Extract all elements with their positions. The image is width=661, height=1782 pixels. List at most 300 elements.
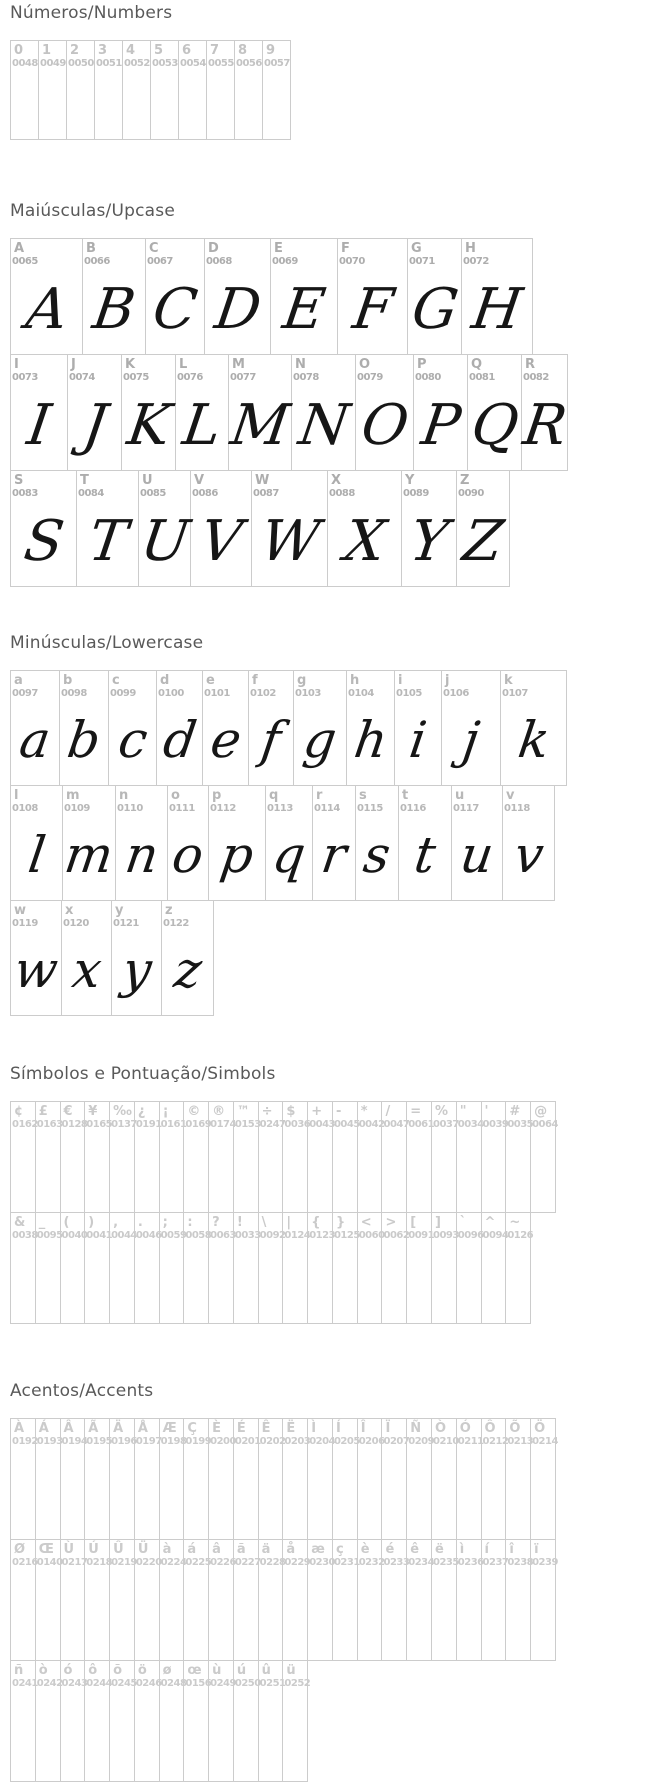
- cell-char-label: ,: [113, 1215, 119, 1230]
- cell-unicode-label: 0195: [86, 1436, 113, 1447]
- cell-char-label: |: [286, 1215, 292, 1230]
- glyph-cell-0165: [84, 1101, 113, 1213]
- cell-char-label: Û: [113, 1542, 124, 1557]
- cell-char-label: 4: [126, 43, 136, 58]
- cell-unicode-label: 0153: [234, 1119, 261, 1130]
- cell-char-label: L: [179, 357, 188, 372]
- cell-unicode-label: 0225: [185, 1557, 212, 1568]
- cell-char-label: Ò: [435, 1421, 447, 1436]
- cell-char-label: 3: [98, 43, 108, 58]
- cell-char-label: æ: [311, 1542, 325, 1557]
- cell-char-label: Ã: [88, 1421, 99, 1436]
- cell-unicode-label: 0198: [160, 1436, 187, 1447]
- section-accents: [10, 1380, 661, 1782]
- glyph-cell-0097: [10, 670, 60, 786]
- glyph-cell-0065: [10, 238, 83, 355]
- script-glyph: y: [118, 941, 155, 999]
- cell-unicode-label: 0071: [409, 256, 435, 267]
- cell-unicode-label: 0194: [61, 1436, 88, 1447]
- cell-char-label: -: [335, 1104, 342, 1119]
- glyph-cell-0162: [10, 1101, 36, 1213]
- glyph-cell-0098: [59, 670, 109, 786]
- cell-unicode-label: 0098: [61, 688, 87, 699]
- cell-char-label: m: [66, 788, 80, 803]
- cell-unicode-label: 0196: [111, 1436, 137, 1447]
- glyph-cell-0236: [456, 1539, 482, 1661]
- cell-unicode-label: 0120: [63, 918, 89, 929]
- cell-unicode-label: 0092: [259, 1230, 286, 1241]
- glyph-cell-0070: [337, 238, 408, 355]
- glyph-cell-0229: [282, 1539, 311, 1661]
- cell-char-label: é: [385, 1542, 395, 1557]
- cell-char-label: P: [417, 357, 427, 372]
- cell-char-label: e: [206, 673, 215, 688]
- glyph-cell-0161: [159, 1101, 185, 1213]
- glyph-cell-0064: [530, 1101, 556, 1213]
- cell-unicode-label: 0236: [457, 1557, 484, 1568]
- cell-unicode-label: 0039: [482, 1119, 509, 1130]
- glyph-cell-0101: [202, 670, 249, 786]
- cell-char-label: &: [14, 1215, 26, 1230]
- glyph-cell-0225: [183, 1539, 212, 1661]
- cell-unicode-label: 0109: [64, 803, 90, 814]
- glyph-cell-0061: [406, 1101, 435, 1213]
- glyph-cell-0086: [190, 470, 252, 587]
- cell-char-label: =: [410, 1104, 422, 1119]
- glyph-cell-0115: [355, 785, 399, 901]
- cell-unicode-label: 0085: [140, 488, 166, 499]
- cell-unicode-label: 0122: [163, 918, 189, 929]
- glyph-cell-0238: [505, 1539, 534, 1661]
- cell-char-label: f: [252, 673, 258, 688]
- glyph-cell-0207: [381, 1418, 410, 1540]
- cell-char-label: ï: [534, 1542, 539, 1557]
- script-glyph: t: [410, 826, 440, 884]
- cell-unicode-label: 0250: [234, 1678, 261, 1689]
- cell-char-label: {: [311, 1215, 321, 1230]
- cell-char-label: @: [534, 1104, 548, 1119]
- script-glyph: Q: [467, 393, 523, 458]
- cell-char-label: â: [212, 1542, 221, 1557]
- cell-unicode-label: 0103: [295, 688, 321, 699]
- glyph-cell-0119: [10, 900, 62, 1016]
- cell-char-label: .: [137, 1215, 143, 1230]
- glyph-cell-0052: [122, 40, 151, 140]
- glyph-cell-0201: [233, 1418, 259, 1540]
- cell-unicode-label: 0069: [272, 256, 298, 267]
- cell-char-label: Ä: [113, 1421, 124, 1436]
- cell-char-label: ñ: [14, 1663, 24, 1678]
- cell-char-label: £: [38, 1104, 48, 1119]
- cell-unicode-label: 0077: [230, 372, 256, 383]
- glyph-row: [10, 670, 661, 786]
- glyph-cell-0102: [248, 670, 294, 786]
- script-glyph: V: [196, 509, 246, 574]
- script-glyph: L: [178, 393, 226, 458]
- cell-unicode-label: 0191: [135, 1119, 162, 1130]
- glyph-cell-0066: [82, 238, 146, 355]
- script-glyph: b: [63, 711, 105, 769]
- cell-unicode-label: 0091: [408, 1230, 435, 1241]
- glyph-cell-0120: [61, 900, 112, 1016]
- cell-char-label: ó: [63, 1663, 73, 1678]
- cell-char-label: ;: [162, 1215, 168, 1230]
- script-glyph: q: [268, 826, 310, 884]
- cell-char-label: a: [14, 673, 23, 688]
- cell-unicode-label: 0076: [177, 372, 203, 383]
- cell-unicode-label: 0108: [12, 803, 38, 814]
- cell-char-label: î: [509, 1542, 514, 1557]
- cell-unicode-label: 0057: [264, 58, 290, 69]
- glyph-cell-0227: [233, 1539, 259, 1661]
- glyph-cell-0036: [282, 1101, 311, 1213]
- script-glyph: j: [459, 711, 483, 769]
- cell-char-label: Ô: [484, 1421, 496, 1436]
- glyph-cell-0193: [35, 1418, 61, 1540]
- glyph-cell-0251: [258, 1660, 284, 1782]
- section-uppercase: [10, 200, 661, 587]
- script-glyph: g: [299, 711, 341, 769]
- glyph-cell-0228: [258, 1539, 284, 1661]
- cell-unicode-label: 0080: [415, 372, 441, 383]
- cell-unicode-label: 0110: [117, 803, 143, 814]
- cell-unicode-label: 0214: [532, 1436, 558, 1447]
- cell-char-label: d: [160, 673, 170, 688]
- glyph-cell-0057: [262, 40, 291, 140]
- glyph-cell-0197: [134, 1418, 160, 1540]
- cell-char-label: Å: [137, 1421, 148, 1436]
- cell-char-label: 5: [154, 43, 164, 58]
- cell-char-label: ¥: [88, 1104, 98, 1119]
- cell-char-label: 7: [210, 43, 220, 58]
- cell-unicode-label: 0162: [12, 1119, 38, 1130]
- cell-char-label: `: [459, 1215, 467, 1230]
- cell-char-label: ©: [187, 1104, 201, 1119]
- cell-unicode-label: 0202: [259, 1436, 286, 1447]
- cell-unicode-label: 0038: [12, 1230, 38, 1241]
- cell-char-label: u: [455, 788, 465, 803]
- glyph-cell-0252: [282, 1660, 311, 1782]
- cell-unicode-label: 0073: [12, 372, 38, 383]
- cell-char-label: G: [411, 241, 422, 256]
- cell-char-label: Á: [38, 1421, 49, 1436]
- section-symbols: [10, 1063, 661, 1324]
- glyph-cell-0230: [307, 1539, 336, 1661]
- section-title-lowercase: Minúsculas/Lowercase: [10, 633, 204, 653]
- cell-char-label: B: [86, 241, 96, 256]
- script-glyph: f: [257, 711, 285, 769]
- cell-unicode-label: 0093: [433, 1230, 459, 1241]
- cell-unicode-label: 0248: [160, 1678, 187, 1689]
- glyph-cell-0217: [60, 1539, 86, 1661]
- cell-char-label: Q: [471, 357, 483, 372]
- cell-unicode-label: 0083: [12, 488, 38, 499]
- cell-unicode-label: 0037: [433, 1119, 459, 1130]
- cell-unicode-label: 0040: [61, 1230, 88, 1241]
- glyph-cell-0114: [312, 785, 356, 901]
- cell-unicode-label: 0044: [111, 1230, 137, 1241]
- cell-unicode-label: 0065: [12, 256, 38, 267]
- cell-unicode-label: 0123: [309, 1230, 336, 1241]
- glyph-row: [10, 1212, 661, 1324]
- script-glyph: s: [360, 826, 394, 884]
- cell-unicode-label: 0119: [12, 918, 38, 929]
- cell-unicode-label: 0241: [12, 1678, 38, 1689]
- script-glyph: X: [340, 509, 390, 574]
- glyph-cell-0077: [228, 354, 292, 471]
- glyph-cell-0105: [394, 670, 442, 786]
- cell-char-label: ): [88, 1215, 95, 1230]
- cell-unicode-label: 0104: [348, 688, 374, 699]
- cell-unicode-label: 0203: [284, 1436, 311, 1447]
- glyph-cell-0248: [159, 1660, 185, 1782]
- glyph-row: [10, 1539, 661, 1661]
- cell-unicode-label: 0043: [309, 1119, 336, 1130]
- cell-unicode-label: 0089: [403, 488, 429, 499]
- cell-unicode-label: 0047: [383, 1119, 410, 1130]
- cell-char-label: s: [359, 788, 367, 803]
- glyph-cell-0054: [178, 40, 207, 140]
- cell-char-label: *: [360, 1104, 368, 1119]
- glyph-cell-0069: [270, 238, 338, 355]
- cell-unicode-label: 0193: [36, 1436, 63, 1447]
- cell-unicode-label: 0113: [267, 803, 293, 814]
- cell-char-label: ": [459, 1104, 467, 1119]
- script-glyph: C: [149, 277, 202, 342]
- cell-char-label: Ö: [534, 1421, 546, 1436]
- cell-unicode-label: 0053: [152, 58, 178, 69]
- cell-unicode-label: 0128: [61, 1119, 88, 1130]
- glyph-cell-0198: [159, 1418, 185, 1540]
- glyph-cell-0195: [84, 1418, 113, 1540]
- glyph-cell-0231: [332, 1539, 358, 1661]
- cell-unicode-label: 0052: [124, 58, 150, 69]
- cell-unicode-label: 0199: [185, 1436, 212, 1447]
- cell-unicode-label: 0192: [12, 1436, 38, 1447]
- glyph-cell-0053: [150, 40, 179, 140]
- cell-unicode-label: 0161: [160, 1119, 187, 1130]
- cell-char-label: Æ: [162, 1421, 177, 1436]
- cell-unicode-label: 0249: [210, 1678, 236, 1689]
- glyph-cell-0239: [530, 1539, 556, 1661]
- cell-unicode-label: 0074: [69, 372, 95, 383]
- cell-char-label: X: [331, 473, 342, 488]
- glyph-cell-0214: [530, 1418, 556, 1540]
- cell-char-label: ò: [38, 1663, 48, 1678]
- cell-char-label: è: [360, 1542, 370, 1557]
- glyph-cell-0109: [62, 785, 116, 901]
- cell-unicode-label: 0218: [86, 1557, 113, 1568]
- cell-char-label: Ê: [261, 1421, 271, 1436]
- cell-unicode-label: 0116: [400, 803, 426, 814]
- cell-char-label: ù: [212, 1663, 222, 1678]
- cell-unicode-label: 0169: [185, 1119, 212, 1130]
- glyph-cell-0084: [76, 470, 139, 587]
- cell-char-label: õ: [113, 1663, 122, 1678]
- cell-char-label: y: [115, 903, 124, 918]
- glyph-cell-0033: [233, 1212, 259, 1324]
- cell-char-label: t: [402, 788, 409, 803]
- glyph-cell-0111: [167, 785, 209, 901]
- script-glyph: Y: [406, 509, 453, 574]
- cell-char-label: Í: [335, 1421, 341, 1436]
- cell-unicode-label: 0055: [208, 58, 234, 69]
- cell-unicode-label: 0174: [210, 1119, 236, 1130]
- cell-unicode-label: 0054: [180, 58, 206, 69]
- cell-char-label: 1: [42, 43, 52, 58]
- glyph-cell-0128: [60, 1101, 86, 1213]
- cell-char-label: ™: [236, 1104, 250, 1119]
- cell-unicode-label: 0068: [206, 256, 232, 267]
- glyph-table-symbols: [10, 1101, 661, 1324]
- glyph-row: [10, 40, 661, 140]
- script-glyph: O: [357, 393, 413, 458]
- script-glyph: n: [121, 826, 162, 884]
- cell-unicode-label: 0100: [158, 688, 184, 699]
- cell-char-label: ¡: [162, 1104, 169, 1119]
- glyph-cell-0218: [84, 1539, 113, 1661]
- cell-unicode-label: 0112: [210, 803, 236, 814]
- glyph-cell-0241: [10, 1660, 36, 1782]
- cell-char-label: 8: [238, 43, 248, 58]
- cell-unicode-label: 0107: [502, 688, 528, 699]
- cell-char-label: Y: [405, 473, 415, 488]
- glyph-cell-0075: [121, 354, 176, 471]
- cell-unicode-label: 0216: [12, 1557, 38, 1568]
- cell-unicode-label: 0246: [135, 1678, 162, 1689]
- glyph-cell-0210: [431, 1418, 457, 1540]
- section-numbers: [10, 2, 661, 140]
- glyph-cell-0073: [10, 354, 68, 471]
- script-glyph: l: [24, 826, 49, 884]
- glyph-cell-0110: [115, 785, 168, 901]
- glyph-cell-0204: [307, 1418, 336, 1540]
- glyph-cell-0092: [258, 1212, 284, 1324]
- cell-unicode-label: 0088: [329, 488, 355, 499]
- cell-char-label: å: [286, 1542, 296, 1557]
- glyph-cell-0051: [94, 40, 123, 140]
- glyph-cell-0226: [208, 1539, 234, 1661]
- cell-char-label: H: [465, 241, 476, 256]
- glyph-cell-0169: [183, 1101, 212, 1213]
- cell-char-label: ã: [236, 1542, 246, 1557]
- glyph-cell-0037: [431, 1101, 457, 1213]
- cell-char-label: ÷: [261, 1104, 273, 1119]
- cell-char-label: í: [484, 1542, 490, 1557]
- cell-unicode-label: 0115: [357, 803, 383, 814]
- glyph-cell-0216: [10, 1539, 36, 1661]
- glyph-cell-0206: [357, 1418, 383, 1540]
- cell-unicode-label: 0247: [259, 1119, 286, 1130]
- glyph-cell-0124: [282, 1212, 311, 1324]
- glyph-cell-0192: [10, 1418, 36, 1540]
- script-glyph: z: [170, 941, 205, 999]
- glyph-row: [10, 470, 661, 587]
- glyph-cell-0035: [505, 1101, 534, 1213]
- cell-unicode-label: 0232: [358, 1557, 385, 1568]
- glyph-cell-0250: [233, 1660, 259, 1782]
- glyph-cell-0034: [456, 1101, 482, 1213]
- cell-char-label: Ú: [88, 1542, 99, 1557]
- cell-char-label: ë: [435, 1542, 444, 1557]
- cell-char-label: ?: [212, 1215, 220, 1230]
- cell-char-label: D: [208, 241, 219, 256]
- glyph-cell-0126: [505, 1212, 534, 1324]
- cell-unicode-label: 0035: [507, 1119, 534, 1130]
- script-glyph: Z: [459, 509, 508, 574]
- script-glyph: c: [114, 711, 151, 769]
- cell-unicode-label: 0051: [96, 58, 122, 69]
- cell-unicode-label: 0062: [383, 1230, 410, 1241]
- script-glyph: x: [68, 941, 105, 999]
- cell-char-label: É: [236, 1421, 246, 1436]
- cell-char-label: [: [410, 1215, 417, 1230]
- cell-char-label: C: [149, 241, 159, 256]
- cell-char-label: R: [525, 357, 536, 372]
- cell-unicode-label: 0059: [160, 1230, 187, 1241]
- glyph-cell-0103: [293, 670, 347, 786]
- glyph-cell-0040: [60, 1212, 86, 1324]
- glyph-cell-0067: [145, 238, 205, 355]
- glyph-cell-0219: [109, 1539, 135, 1661]
- cell-unicode-label: 0252: [284, 1678, 311, 1689]
- cell-unicode-label: 0234: [408, 1557, 435, 1568]
- cell-unicode-label: 0061: [408, 1119, 435, 1130]
- cell-unicode-label: 0111: [169, 803, 195, 814]
- glyph-table-uppercase: [10, 238, 661, 587]
- cell-char-label: ¿: [137, 1104, 146, 1119]
- cell-char-label: ú: [236, 1663, 247, 1678]
- cell-unicode-label: 0126: [507, 1230, 534, 1241]
- glyph-cell-0072: [461, 238, 533, 355]
- glyph-cell-0125: [332, 1212, 358, 1324]
- glyph-cell-0046: [134, 1212, 160, 1324]
- glyph-cell-0242: [35, 1660, 61, 1782]
- glyph-cell-0085: [138, 470, 191, 587]
- cell-char-label: (: [63, 1215, 70, 1230]
- glyph-cell-0078: [291, 354, 356, 471]
- cell-unicode-label: 0049: [40, 58, 66, 69]
- cell-unicode-label: 0121: [113, 918, 139, 929]
- cell-char-label: á: [187, 1542, 197, 1557]
- cell-unicode-label: 0066: [84, 256, 110, 267]
- cell-char-label: %: [435, 1104, 449, 1119]
- glyph-cell-0096: [456, 1212, 482, 1324]
- cell-char-label: o: [171, 788, 180, 803]
- glyph-cell-0245: [109, 1660, 135, 1782]
- glyph-cell-0068: [204, 238, 271, 355]
- script-glyph: r: [317, 826, 351, 884]
- glyph-cell-0063: [208, 1212, 234, 1324]
- cell-char-label: ì: [459, 1542, 465, 1557]
- glyph-cell-0194: [60, 1418, 86, 1540]
- glyph-cell-0039: [481, 1101, 507, 1213]
- cell-unicode-label: 0081: [469, 372, 495, 383]
- glyph-row: [10, 785, 661, 901]
- glyph-cell-0237: [481, 1539, 507, 1661]
- cell-char-label: Ñ: [410, 1421, 422, 1436]
- cell-char-label: V: [194, 473, 205, 488]
- script-glyph: B: [88, 277, 140, 342]
- cell-unicode-label: 0239: [532, 1557, 558, 1568]
- cell-unicode-label: 0096: [457, 1230, 484, 1241]
- cell-char-label: ®: [212, 1104, 226, 1119]
- cell-unicode-label: 0230: [309, 1557, 336, 1568]
- cell-unicode-label: 0056: [236, 58, 262, 69]
- cell-char-label: l: [14, 788, 19, 803]
- cell-char-label: ': [484, 1104, 489, 1119]
- cell-unicode-label: 0063: [210, 1230, 236, 1241]
